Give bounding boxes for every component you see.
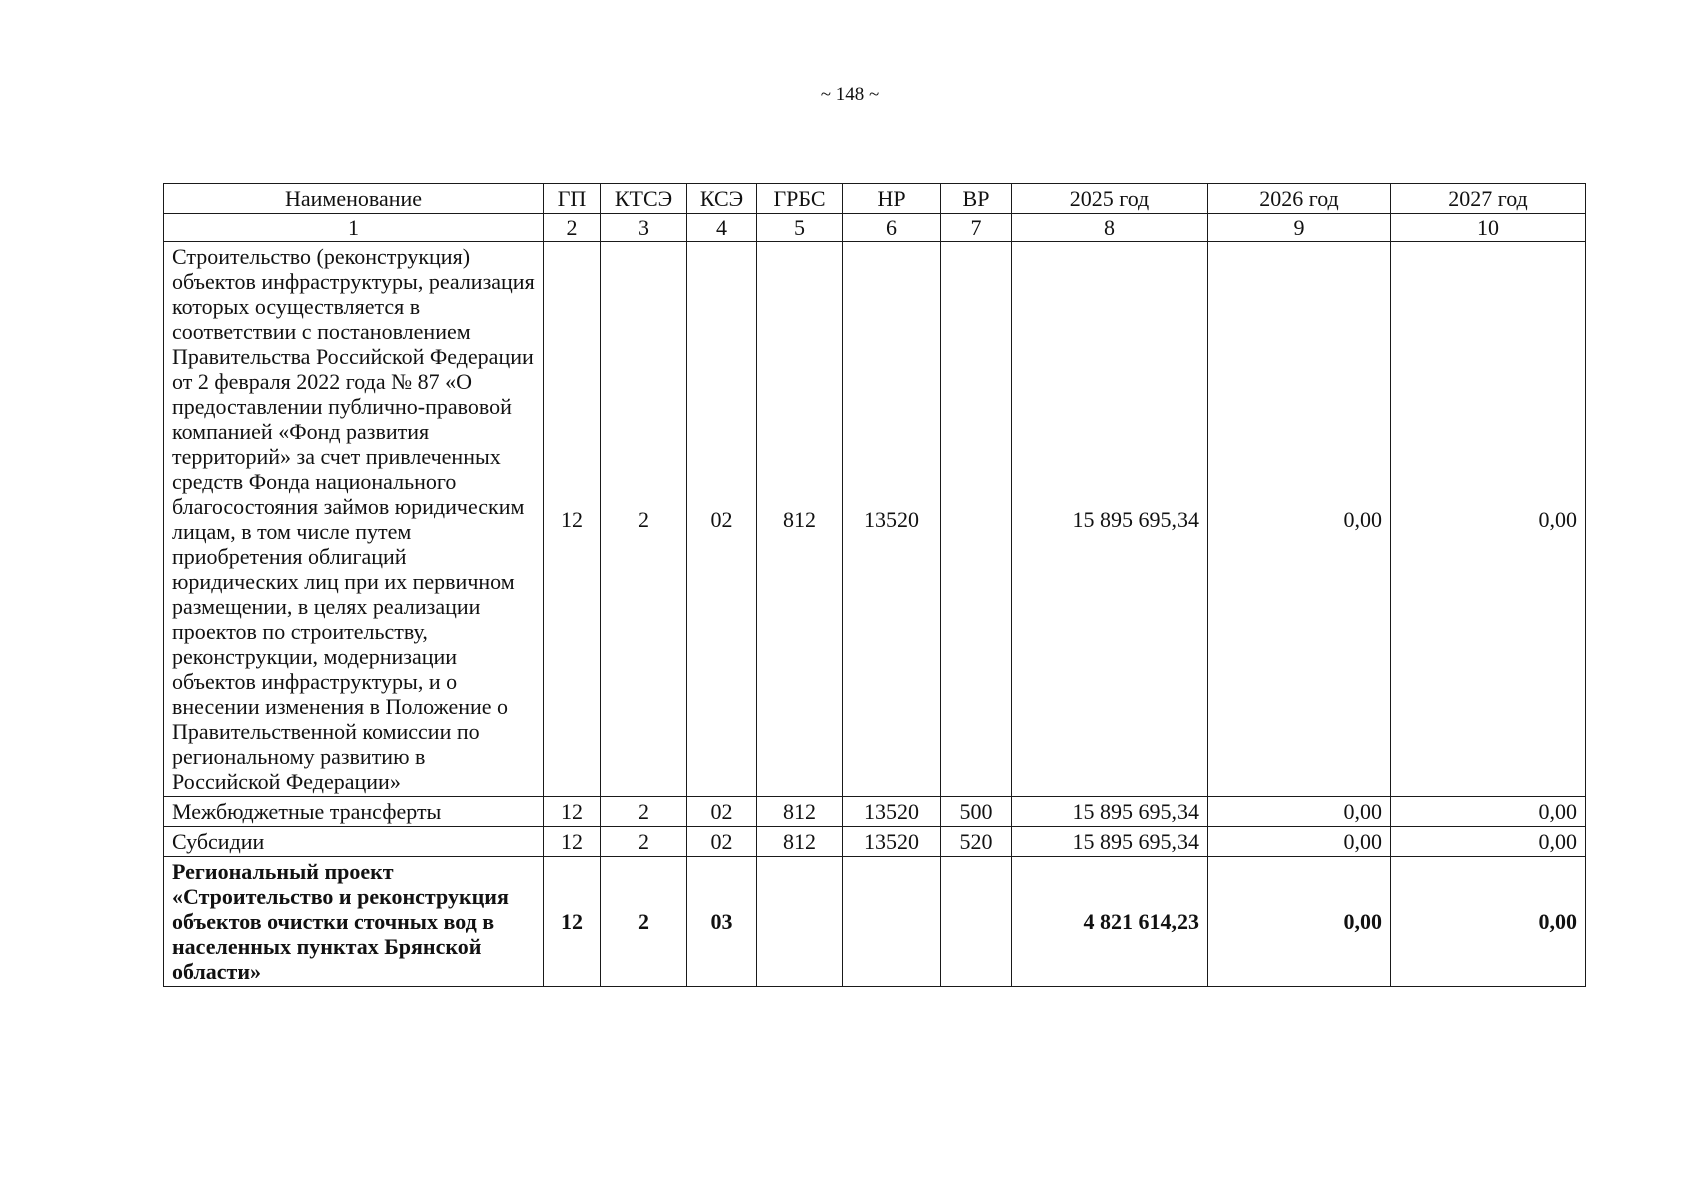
nr-cell: 13520 bbox=[843, 827, 941, 857]
amount-2026-cell: 0,00 bbox=[1208, 797, 1391, 827]
column-number-row bbox=[164, 214, 1586, 242]
header-cell: КТСЭ bbox=[601, 184, 687, 214]
amount-2026-cell: 0,00 bbox=[1208, 857, 1391, 987]
column-number-cell: 10 bbox=[1391, 214, 1586, 242]
row-name-cell: Субсидии bbox=[164, 827, 544, 857]
column-number-cell: 1 bbox=[164, 214, 544, 242]
column-number-cell: 8 bbox=[1012, 214, 1208, 242]
header-cell: Наименование bbox=[164, 184, 544, 214]
header-cell: 2025 год bbox=[1012, 184, 1208, 214]
amount-2027-cell: 0,00 bbox=[1391, 242, 1586, 797]
grbs-cell bbox=[757, 857, 843, 987]
header-cell: 2026 год bbox=[1208, 184, 1391, 214]
vr-cell bbox=[941, 242, 1012, 797]
amount-2025-cell: 15 895 695,34 bbox=[1012, 827, 1208, 857]
column-number-cell: 6 bbox=[843, 214, 941, 242]
gp-cell: 12 bbox=[544, 242, 601, 797]
kse-cell: 03 bbox=[687, 857, 757, 987]
kse-cell: 02 bbox=[687, 797, 757, 827]
nr-cell: 13520 bbox=[843, 797, 941, 827]
page-number: ~ 148 ~ bbox=[820, 84, 880, 105]
table-row bbox=[164, 242, 1586, 797]
table-row bbox=[164, 797, 1586, 827]
row-name-cell: Межбюджетные трансферты bbox=[164, 797, 544, 827]
grbs-cell: 812 bbox=[757, 242, 843, 797]
column-number-cell: 4 bbox=[687, 214, 757, 242]
ktse-cell: 2 bbox=[601, 857, 687, 987]
table-row bbox=[164, 857, 1586, 987]
amount-2025-cell: 4 821 614,23 bbox=[1012, 857, 1208, 987]
budget-table bbox=[163, 183, 1586, 987]
row-name-cell: Строительство (реконструкция) объектов инфраструктуры, реализация которых осуществляется в соответствии с постановлением Правительства Российской Федерации от 2 февраля 2022 года № 87 «О предоставлении публично-правовой компанией «Фонд развития территорий» за счет привлеченных средств Фонда национального благосостояния займов юридическим лицам, в том числе путем приобретения облигаций юридических лиц при их первичном размещении, в целях реализации проектов по строительству, реконструкции, модернизации объектов инфраструктуры, и о внесении изменения в Положение о Правительственной комиссии по региональному развитию в Российской Федерации» bbox=[164, 242, 544, 797]
kse-cell: 02 bbox=[687, 242, 757, 797]
amount-2025-cell: 15 895 695,34 bbox=[1012, 242, 1208, 797]
table-row bbox=[164, 827, 1586, 857]
gp-cell: 12 bbox=[544, 827, 601, 857]
column-number-cell: 9 bbox=[1208, 214, 1391, 242]
ktse-cell: 2 bbox=[601, 827, 687, 857]
column-number-cell: 5 bbox=[757, 214, 843, 242]
nr-cell bbox=[843, 857, 941, 987]
header-cell: ГРБС bbox=[757, 184, 843, 214]
gp-cell: 12 bbox=[544, 797, 601, 827]
ktse-cell: 2 bbox=[601, 797, 687, 827]
amount-2027-cell: 0,00 bbox=[1391, 827, 1586, 857]
column-number-cell: 2 bbox=[544, 214, 601, 242]
gp-cell: 12 bbox=[544, 857, 601, 987]
table-header-row bbox=[164, 184, 1586, 214]
grbs-cell: 812 bbox=[757, 797, 843, 827]
header-cell: ВР bbox=[941, 184, 1012, 214]
amount-2026-cell: 0,00 bbox=[1208, 827, 1391, 857]
kse-cell: 02 bbox=[687, 827, 757, 857]
amount-2026-cell: 0,00 bbox=[1208, 242, 1391, 797]
column-number-cell: 3 bbox=[601, 214, 687, 242]
grbs-cell: 812 bbox=[757, 827, 843, 857]
column-number-cell: 7 bbox=[941, 214, 1012, 242]
header-cell: 2027 год bbox=[1391, 184, 1586, 214]
vr-cell: 500 bbox=[941, 797, 1012, 827]
header-cell: НР bbox=[843, 184, 941, 214]
row-name-cell: Региональный проект «Строительство и реконструкция объектов очистки сточных вод в населенных пунктах Брянской области» bbox=[164, 857, 544, 987]
ktse-cell: 2 bbox=[601, 242, 687, 797]
header-cell: ГП bbox=[544, 184, 601, 214]
vr-cell bbox=[941, 857, 1012, 987]
nr-cell: 13520 bbox=[843, 242, 941, 797]
header-cell: КСЭ bbox=[687, 184, 757, 214]
amount-2027-cell: 0,00 bbox=[1391, 857, 1586, 987]
amount-2025-cell: 15 895 695,34 bbox=[1012, 797, 1208, 827]
vr-cell: 520 bbox=[941, 827, 1012, 857]
amount-2027-cell: 0,00 bbox=[1391, 797, 1586, 827]
